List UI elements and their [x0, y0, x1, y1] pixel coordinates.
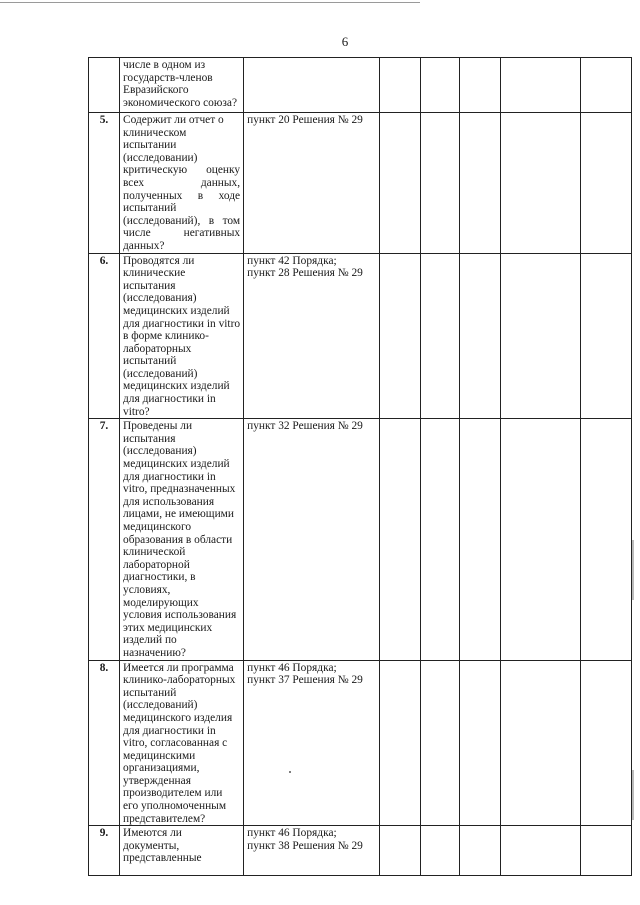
table-row	[89, 660, 632, 826]
reference-cell	[244, 826, 380, 876]
empty-answer-cell	[581, 826, 632, 876]
table-row	[89, 826, 632, 876]
empty-answer-cell	[380, 660, 421, 826]
question-line: vitro?	[123, 405, 150, 418]
question-line: (исследования)	[123, 292, 197, 305]
empty-answer-cell	[421, 419, 460, 660]
reference-line: пункт 20 Решения № 29	[247, 114, 363, 126]
reference-line: пункт 38 Решения № 29	[247, 839, 363, 852]
question-line: медицинских изделий	[123, 304, 230, 317]
question-line: назначению?	[123, 646, 186, 659]
empty-answer-cell	[380, 113, 421, 254]
question-line: для диагностики in	[123, 393, 216, 406]
empty-answer-cell	[421, 660, 460, 826]
question-line: Имеется ли программа	[123, 661, 234, 674]
reference-line: пункт 37 Решения № 29	[247, 674, 363, 687]
empty-answer-cell	[501, 826, 581, 876]
question-line: испытаний	[123, 686, 177, 699]
question-cell	[120, 58, 244, 113]
empty-answer-cell	[421, 58, 460, 113]
reference-cell	[244, 58, 380, 113]
row-number: 9.	[89, 826, 120, 876]
question-line: клинико-лабораторных	[123, 674, 236, 687]
reference-line: пункт 32 Решения № 29	[247, 420, 363, 433]
reference-cell	[244, 660, 380, 826]
reference-line: пункт 42 Порядка;	[247, 254, 337, 267]
reference-line: пункт 46 Порядка;	[247, 827, 337, 840]
empty-answer-cell	[501, 113, 581, 254]
question-line: условия использования	[123, 609, 237, 622]
question-line: испытания	[123, 279, 176, 292]
question-line: в форме клинико-	[123, 330, 209, 343]
question-line: испытаний	[123, 355, 177, 368]
question-line: Проводятся ли	[123, 254, 195, 267]
question-line: экономического союза?	[123, 96, 237, 109]
question-line: критическую оценку	[123, 164, 241, 177]
question-cell	[120, 113, 244, 254]
question-line: Проведены ли	[123, 420, 193, 433]
empty-answer-cell	[460, 826, 501, 876]
question-line: этих медицинских	[123, 621, 213, 634]
row-number	[89, 58, 120, 113]
table-row	[89, 253, 632, 419]
checklist-table	[88, 57, 632, 876]
empty-answer-cell	[421, 826, 460, 876]
question-line: представителем?	[123, 812, 206, 825]
question-line: числе в одном из	[123, 59, 206, 71]
empty-answer-cell	[460, 660, 501, 826]
question-line: медицинскими	[123, 749, 196, 762]
question-line: его уполномоченным	[123, 800, 227, 813]
empty-answer-cell	[581, 419, 632, 660]
empty-answer-cell	[581, 113, 632, 254]
question-line: vitro, согласованная с	[123, 737, 228, 750]
empty-answer-cell	[460, 58, 501, 113]
reference-line: пункт 46 Порядка;	[247, 661, 337, 674]
empty-answer-cell	[460, 419, 501, 660]
question-line: лицами, не имеющими	[123, 508, 234, 521]
question-line: (исследования)	[123, 445, 197, 458]
question-line: клинической	[123, 546, 186, 559]
question-line: лабораторных	[123, 342, 192, 355]
question-line: изделий по	[123, 634, 177, 647]
scan-top-line	[0, 2, 420, 3]
question-line: лабораторной	[123, 558, 190, 571]
question-line: (исследований), в том	[123, 214, 241, 227]
empty-answer-cell	[380, 58, 421, 113]
question-line: клиническом	[123, 126, 187, 139]
question-line: медицинского изделия	[123, 711, 233, 724]
question-line: производителем или	[123, 787, 223, 800]
empty-answer-cell	[460, 113, 501, 254]
question-line: (исследовании)	[123, 151, 198, 164]
reference-line: пункт 28 Решения № 29	[247, 267, 363, 280]
question-line: государств-членов	[123, 71, 213, 84]
question-cell	[120, 660, 244, 826]
question-line: для использования	[123, 495, 215, 508]
empty-answer-cell	[421, 253, 460, 419]
scan-edge-mark	[632, 770, 634, 820]
question-line: документы,	[123, 839, 180, 852]
empty-answer-cell	[380, 419, 421, 660]
question-line: (исследований)	[123, 699, 198, 712]
question-line: испытании	[123, 139, 177, 152]
question-line: vitro, предназначенных	[123, 483, 236, 496]
question-line: Имеются ли	[123, 827, 182, 840]
table-row	[89, 113, 632, 254]
question-line: данных?	[123, 239, 165, 252]
question-line: образования в области	[123, 533, 233, 546]
question-line: клинические	[123, 267, 186, 280]
question-line: Содержит ли отчет о	[123, 114, 224, 126]
question-line: для диагностики in	[123, 724, 216, 737]
question-line: медицинских изделий	[123, 458, 230, 471]
empty-answer-cell	[380, 826, 421, 876]
question-line: моделирующих	[123, 596, 199, 609]
question-cell	[120, 826, 244, 876]
question-line: медицинских изделий	[123, 380, 230, 393]
page-number: 6	[341, 34, 349, 49]
question-cell	[120, 419, 244, 660]
row-number: 8.	[89, 660, 120, 826]
empty-answer-cell	[501, 419, 581, 660]
question-line: условиях,	[123, 583, 171, 596]
question-line: числе негативных	[123, 227, 241, 240]
empty-answer-cell	[501, 253, 581, 419]
empty-answer-cell	[581, 253, 632, 419]
question-line: испытаний	[123, 202, 177, 215]
question-cell	[120, 253, 244, 419]
question-line: (исследований)	[123, 367, 198, 380]
question-line: Евразийского	[123, 84, 189, 97]
question-line: организациями,	[123, 762, 200, 775]
table-row	[89, 419, 632, 660]
table-row	[89, 58, 632, 113]
row-number: 5.	[89, 113, 120, 254]
question-line: диагностики, в	[123, 571, 196, 584]
question-line: для диагностики in	[123, 470, 216, 483]
reference-cell	[244, 113, 380, 254]
reference-cell	[244, 419, 380, 660]
empty-answer-cell	[501, 660, 581, 826]
empty-answer-cell	[460, 253, 501, 419]
question-line: испытания	[123, 432, 176, 445]
scan-speck	[289, 771, 291, 773]
empty-answer-cell	[501, 58, 581, 113]
question-line: полученных в ходе	[123, 189, 241, 202]
scan-edge-mark	[632, 540, 634, 600]
empty-answer-cell	[581, 58, 632, 113]
empty-answer-cell	[380, 253, 421, 419]
question-line: медицинского	[123, 521, 192, 533]
question-line: представленные	[123, 852, 202, 865]
empty-answer-cell	[581, 660, 632, 826]
reference-cell	[244, 253, 380, 419]
row-number: 7.	[89, 419, 120, 660]
question-line: всех данных,	[123, 176, 241, 189]
question-line: утвержденная	[123, 774, 191, 787]
question-line: для диагностики in vitro	[123, 317, 241, 330]
row-number: 6.	[89, 253, 120, 419]
empty-answer-cell	[421, 113, 460, 254]
